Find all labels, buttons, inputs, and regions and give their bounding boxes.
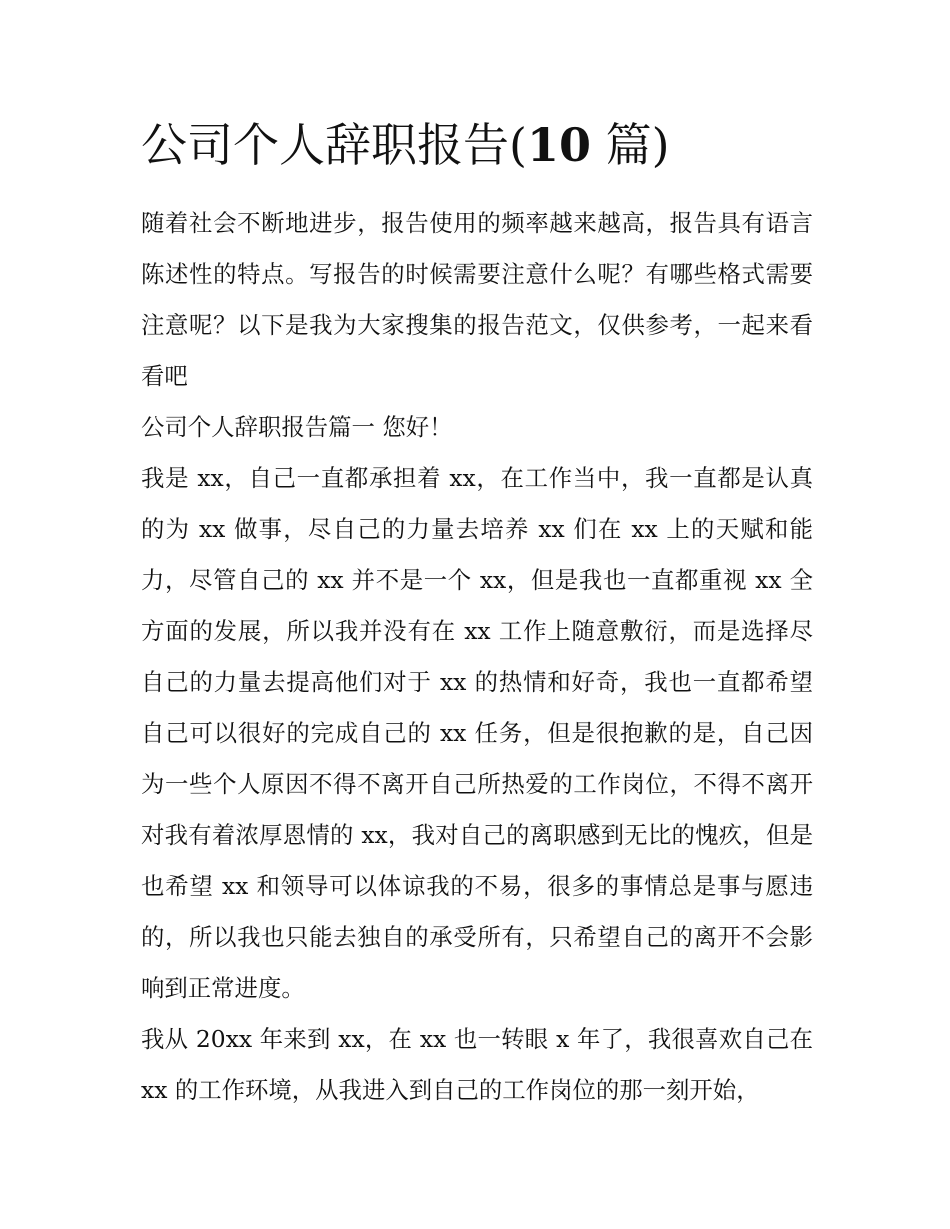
section-heading-paragraph: 公司个人辞职报告篇一 您好！ bbox=[141, 413, 453, 441]
document-content bbox=[141, 112, 813, 1116]
title-prefix: 公司个人辞职报告( bbox=[141, 118, 527, 172]
body-paragraph: 我是 xx，自己一直都承担着 xx，在工作当中，我一直都是认真的为 xx 做事，尽自己的力量去培养 xx 们在 xx 上的天赋和能力，尽管自己的 xx 并不是一个 xx，但是我也一直都重视 xx 全方面的发展，所以我并没有在 xx 工作上随意敷衍，而是选择尽自己的力量去提高他们对于 xx 的热情和好奇，我也一直都希望自己可以很好的完成自己的 xx 任务，但是很抱歉的是，自己因为一些个人原因不得不离开自己所热爱的工作岗位，不得不离开对我有着浓厚恩情的 xx，我对自己的离职感到无比的愧疚，但是也希望 xx 和领导可以体谅我的不易，很多的事情总是事与愿违的，所以我也只能去独自的承受所有，只希望自己的离开不会影响到正常进度。 bbox=[141, 464, 813, 1002]
intro-paragraph: 随着社会不断地进步，报告使用的频率越来越高，报告具有语言陈述性的特点。写报告的时候需要注意什么呢？有哪些格式需要注意呢？以下是我为大家搜集的报告范文，仅供参考，一起来看看吧 bbox=[141, 209, 813, 390]
document-title bbox=[141, 112, 813, 178]
title-number: 10 bbox=[526, 118, 591, 172]
body-paragraph: 我从 20xx 年来到 xx，在 xx 也一转眼 x 年了，我很喜欢自己在 xx 的工作环境，从我进入到自己的工作岗位的那一刻开始， bbox=[141, 1025, 813, 1104]
title-suffix: 篇) bbox=[590, 118, 670, 172]
